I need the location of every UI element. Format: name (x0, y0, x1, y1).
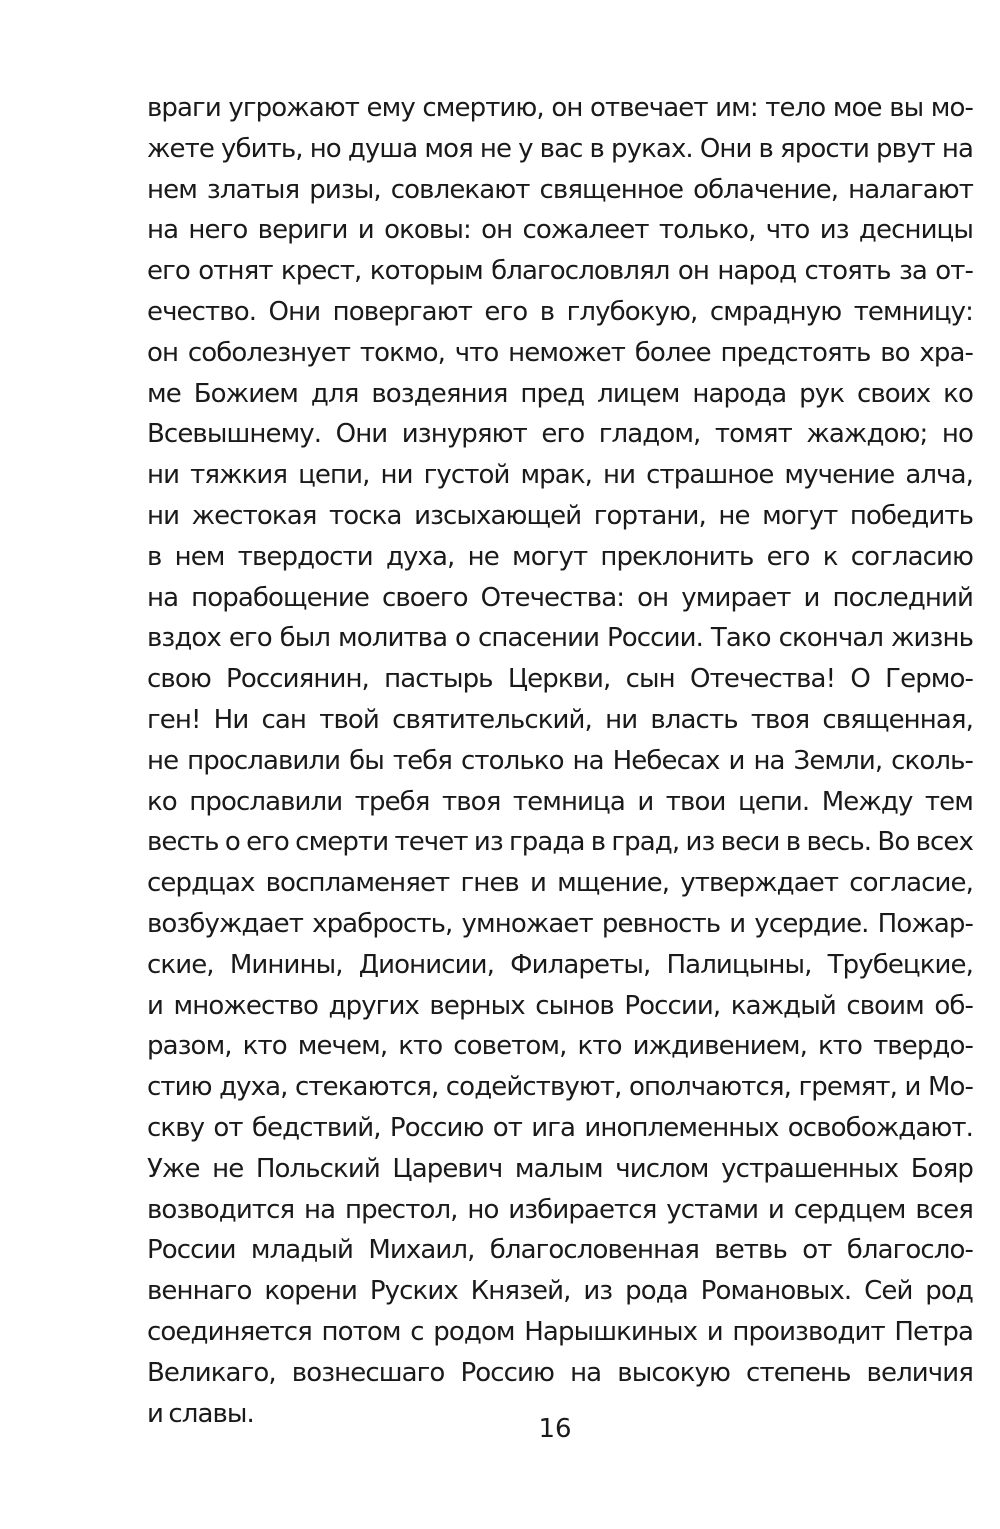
text-line: Великаго, вознесшаго Россию на высокую степень величия (147, 1357, 973, 1388)
text-line: ские, Минины, Дионисии, Филареты, Палицыны, Трубецкие, (147, 949, 973, 980)
text-line: Уже не Польский Царевич малым числом устрашенных Бояр (147, 1153, 973, 1184)
text-line: на него вериги и оковы: он сожалеет только, что из десницы (147, 215, 973, 246)
text-line: России младый Михаил, благословенная ветвь от благосло- (147, 1235, 973, 1266)
text-line: и славы. (147, 1398, 254, 1429)
text-line: веннаго корени Руских Князей, из рода Романовых. Сей род (147, 1276, 973, 1307)
text-line: соединяется потом с родом Нарышкиных и производит Петра (147, 1316, 973, 1347)
text-line: ген! Ни сан твой святительский, ни власть твоя священная, (147, 704, 973, 735)
text-line: он соболезнует токмо, что неможет более предстоять во хра- (147, 337, 973, 368)
text-line: стию духа, стекаются, содействуют, ополчаются, гремят, и Мо- (147, 1072, 973, 1103)
text-line: возбуждает храбрость, умножает ревность и усердие. Пожар- (147, 908, 973, 939)
text-line: не прославили бы тебя столько на Небесах и на Земли, сколь- (147, 745, 973, 776)
text-line: разом, кто мечем, кто советом, кто иждивением, кто твердо- (147, 1031, 973, 1062)
text-line: враги угрожают ему смертию, он отвечает им: тело мое вы мо- (147, 93, 973, 123)
text-line: ни жестокая тоска изсыхающей гортани, не могут победить (147, 500, 973, 531)
text-line: ни тяжкия цепи, ни густой мрак, ни страшное мучение алча, (147, 460, 973, 491)
text-line: скву от бедствий, Россию от ига иноплеменных освобождают. (147, 1112, 973, 1143)
text-line: ечество. Они повергают его в глубокую, смрадную темницу: (147, 296, 973, 327)
text-line: вздох его был молитва о спасении России. Тако скончал жизнь (147, 623, 973, 654)
text-line: на порабощение своего Отечества: он умирает и последний (147, 582, 973, 613)
text-line: в нем твердости духа, не могут преклонить его к согласию (147, 541, 973, 572)
text-line: и множество других верных сынов России, каждый своим об- (147, 990, 973, 1021)
text-line: ко прославили требя твоя темница и твои цепи. Между тем (147, 786, 973, 817)
text-line: его отнят крест, которым благословлял он народ стоять за от- (147, 256, 973, 287)
text-line: Всевышнему. Они изнуряют его гладом, томят жаждою; но (147, 419, 973, 450)
page-number: 16 (538, 1414, 572, 1444)
text-line: нем златыя ризы, совлекают священное облачение, налагают (147, 174, 973, 205)
text-line: сердцах воспламеняет гнев и мщение, утверждает согласие, (147, 868, 973, 899)
text-line: свою Россиянин, пастырь Церкви, сын Отечества! О Гермо- (147, 664, 973, 695)
text-line: ме Божием для воздеяния пред лицем народа рук своих ко (147, 378, 973, 409)
text-line: весть о его смерти течет из града в град, из веси в весь. Во всех (147, 827, 973, 858)
body-text (147, 88, 973, 1434)
text-line: жете убить, но душа моя не у вас в руках. Они в ярости рвут на (147, 133, 973, 164)
text-line: возводится на престол, но избирается устами и сердцем всея (147, 1194, 973, 1225)
